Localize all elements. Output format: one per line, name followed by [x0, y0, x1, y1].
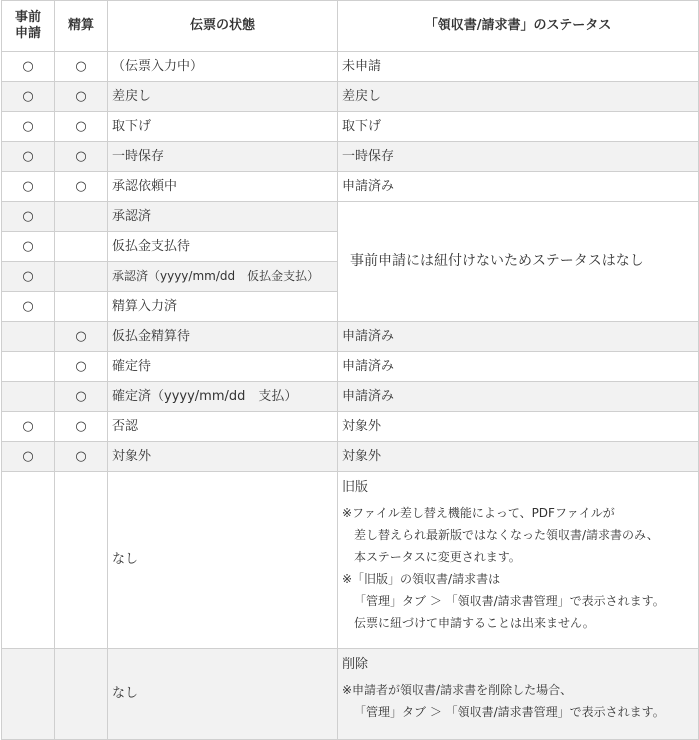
receipt-status: 取下げ — [338, 112, 699, 142]
prior-mark — [2, 649, 55, 740]
deleted-note: 「管理」タブ ＞ 「領収書/請求書管理」で表示されます。 — [354, 704, 665, 719]
prior-mark: ○ — [2, 172, 55, 202]
settlement-mark: ○ — [55, 142, 108, 172]
old-version-note: 伝票に紐づけて申請することは出来ません。 — [354, 615, 595, 630]
receipt-status: 申請済み — [338, 322, 699, 352]
old-version-title: 旧版 — [342, 480, 369, 495]
settlement-mark: ○ — [55, 112, 108, 142]
table-row — [2, 649, 699, 740]
table-row — [2, 202, 699, 232]
prior-mark: ○ — [2, 52, 55, 82]
table-row — [2, 412, 699, 442]
prior-mark: ○ — [2, 112, 55, 142]
receipt-status: 一時保存 — [338, 142, 699, 172]
slip-state: 否認 — [108, 412, 338, 442]
receipt-status: 差戻し — [338, 82, 699, 112]
slip-state: （伝票入力中） — [108, 52, 338, 82]
prior-mark — [2, 472, 55, 649]
old-version-note: 「管理」タブ ＞ 「領収書/請求書管理」で表示されます。 — [354, 593, 665, 608]
settlement-mark: ○ — [55, 442, 108, 472]
settlement-mark — [55, 292, 108, 322]
table-row — [2, 322, 699, 352]
prior-mark — [2, 382, 55, 412]
slip-state: なし — [108, 472, 338, 649]
table-row — [2, 142, 699, 172]
table-row — [2, 442, 699, 472]
old-version-note: ※「旧版」の領収書/請求書は — [342, 571, 501, 586]
prior-mark — [2, 352, 55, 382]
table-row — [2, 82, 699, 112]
settlement-mark — [55, 202, 108, 232]
prior-mark: ○ — [2, 292, 55, 322]
prior-mark — [2, 322, 55, 352]
settlement-mark: ○ — [55, 82, 108, 112]
old-version-note: 差し替えられ最新版ではなくなった領収書/請求書のみ、 — [354, 527, 659, 542]
header-slip-state: 伝票の状態 — [108, 1, 338, 52]
slip-state: 承認済 — [108, 202, 338, 232]
slip-state: 一時保存 — [108, 142, 338, 172]
header-row — [2, 1, 699, 52]
receipt-status: 申請済み — [338, 172, 699, 202]
receipt-status: 未申請 — [338, 52, 699, 82]
slip-state: 承認済（yyyy/mm/dd 仮払金支払） — [108, 262, 338, 292]
old-version-note: ※ファイル差し替え機能によって、PDFファイルが — [342, 505, 615, 520]
prior-mark: ○ — [2, 412, 55, 442]
slip-state: 仮払金精算待 — [108, 322, 338, 352]
table-row — [2, 52, 699, 82]
slip-state: 承認依頼中 — [108, 172, 338, 202]
table-row — [2, 352, 699, 382]
table-row — [2, 382, 699, 412]
table-row — [2, 112, 699, 142]
slip-state: 精算入力済 — [108, 292, 338, 322]
prior-mark: ○ — [2, 232, 55, 262]
header-settlement: 精算 — [55, 1, 108, 52]
settlement-mark: ○ — [55, 352, 108, 382]
prior-mark: ○ — [2, 262, 55, 292]
settlement-mark — [55, 262, 108, 292]
settlement-mark: ○ — [55, 382, 108, 412]
prior-mark: ○ — [2, 202, 55, 232]
slip-state: 仮払金支払待 — [108, 232, 338, 262]
header-prior-application: 事前 申請 — [2, 1, 55, 52]
receipt-status-old-version — [338, 472, 699, 649]
settlement-mark: ○ — [55, 412, 108, 442]
receipt-status-deleted — [338, 649, 699, 740]
settlement-mark: ○ — [55, 172, 108, 202]
slip-state: 対象外 — [108, 442, 338, 472]
slip-state: なし — [108, 649, 338, 740]
slip-state: 確定待 — [108, 352, 338, 382]
header-receipt-status: 「領収書/請求書」のステータス — [338, 1, 699, 52]
deleted-title: 削除 — [342, 657, 369, 672]
slip-state: 確定済（yyyy/mm/dd 支払） — [108, 382, 338, 412]
prior-mark: ○ — [2, 442, 55, 472]
settlement-mark: ○ — [55, 52, 108, 82]
settlement-mark: ○ — [55, 322, 108, 352]
status-table — [1, 0, 699, 740]
receipt-status: 対象外 — [338, 442, 699, 472]
receipt-status-merged: 事前申請には紐付けないためステータスはなし — [338, 202, 699, 322]
slip-state: 差戻し — [108, 82, 338, 112]
receipt-status: 申請済み — [338, 382, 699, 412]
prior-mark: ○ — [2, 82, 55, 112]
settlement-mark — [55, 472, 108, 649]
prior-mark: ○ — [2, 142, 55, 172]
receipt-status: 対象外 — [338, 412, 699, 442]
table-row — [2, 472, 699, 649]
receipt-status: 申請済み — [338, 352, 699, 382]
deleted-note: ※申請者が領収書/請求書を削除した場合、 — [342, 682, 573, 697]
table-row — [2, 172, 699, 202]
slip-state: 取下げ — [108, 112, 338, 142]
settlement-mark — [55, 649, 108, 740]
settlement-mark — [55, 232, 108, 262]
old-version-note: 本ステータスに変更されます。 — [354, 549, 521, 564]
